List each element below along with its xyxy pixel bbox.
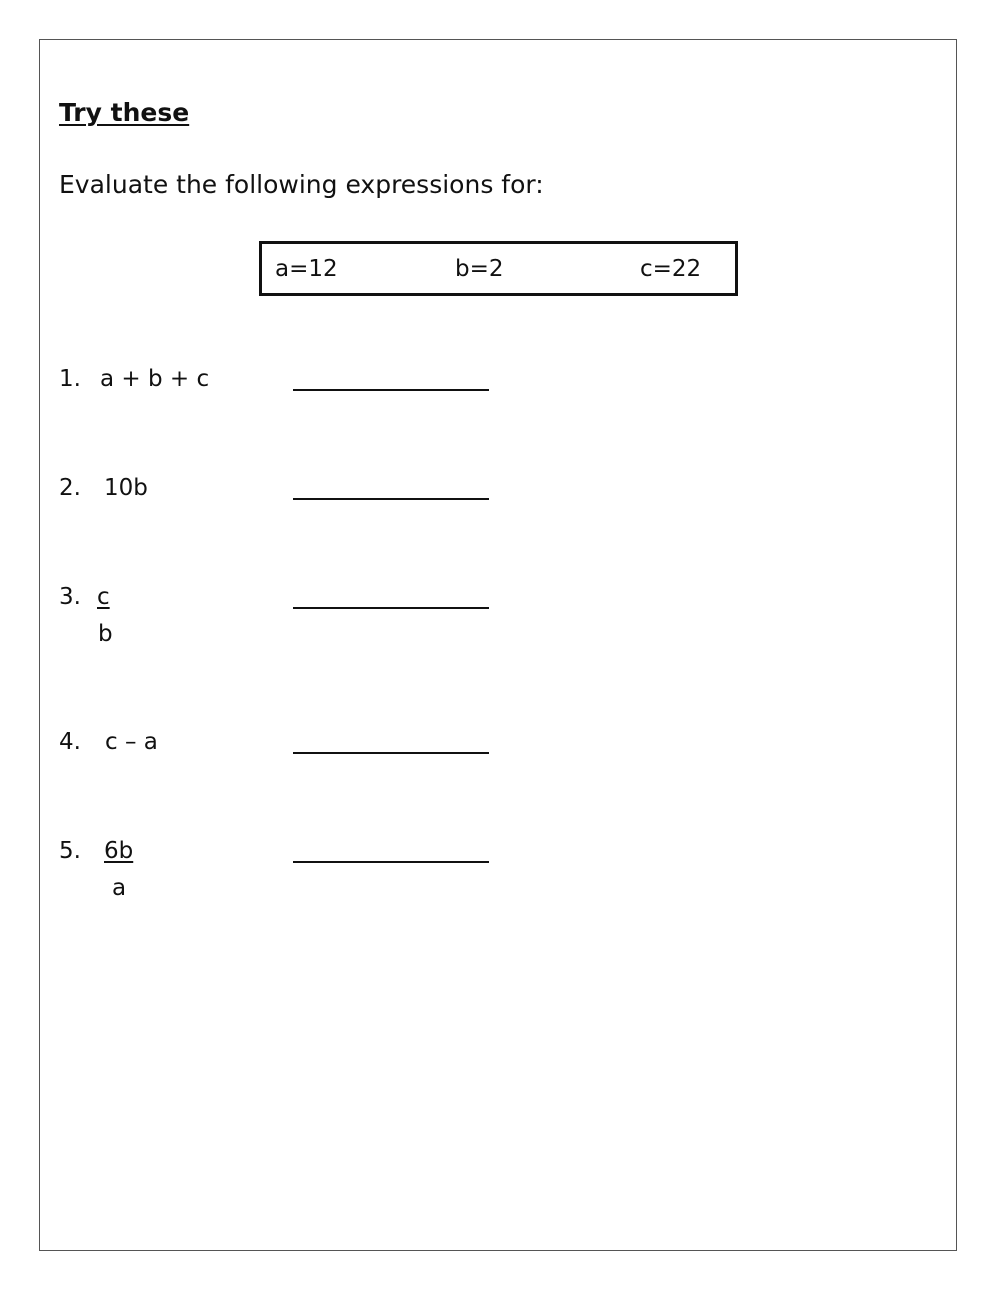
- question-expression: 10b: [104, 475, 148, 501]
- question-expression: c – a: [105, 729, 158, 755]
- fraction-denominator: b: [98, 621, 113, 647]
- worksheet-heading: Try these: [59, 98, 190, 127]
- question-expression: a + b + c: [100, 366, 210, 392]
- answer-blank-1[interactable]: [293, 389, 489, 391]
- answer-blank-2[interactable]: [293, 498, 489, 500]
- question-number: 3.: [59, 584, 81, 610]
- fraction-numerator: 6b: [104, 838, 134, 864]
- question-number: 4.: [59, 729, 81, 755]
- value-a: a=12: [275, 256, 338, 282]
- answer-blank-5[interactable]: [293, 861, 489, 863]
- value-b: b=2: [455, 256, 504, 282]
- answer-blank-4[interactable]: [293, 752, 489, 754]
- variable-values-box: [259, 241, 738, 296]
- question-number: 2.: [59, 475, 81, 501]
- worksheet-frame: [39, 39, 957, 1251]
- question-number: 1.: [59, 366, 81, 392]
- fraction-denominator: a: [112, 875, 127, 901]
- instruction-text: Evaluate the following expressions for:: [59, 170, 544, 199]
- answer-blank-3[interactable]: [293, 607, 489, 609]
- fraction-numerator: c: [97, 584, 110, 610]
- value-c: c=22: [640, 256, 702, 282]
- question-number: 5.: [59, 838, 81, 864]
